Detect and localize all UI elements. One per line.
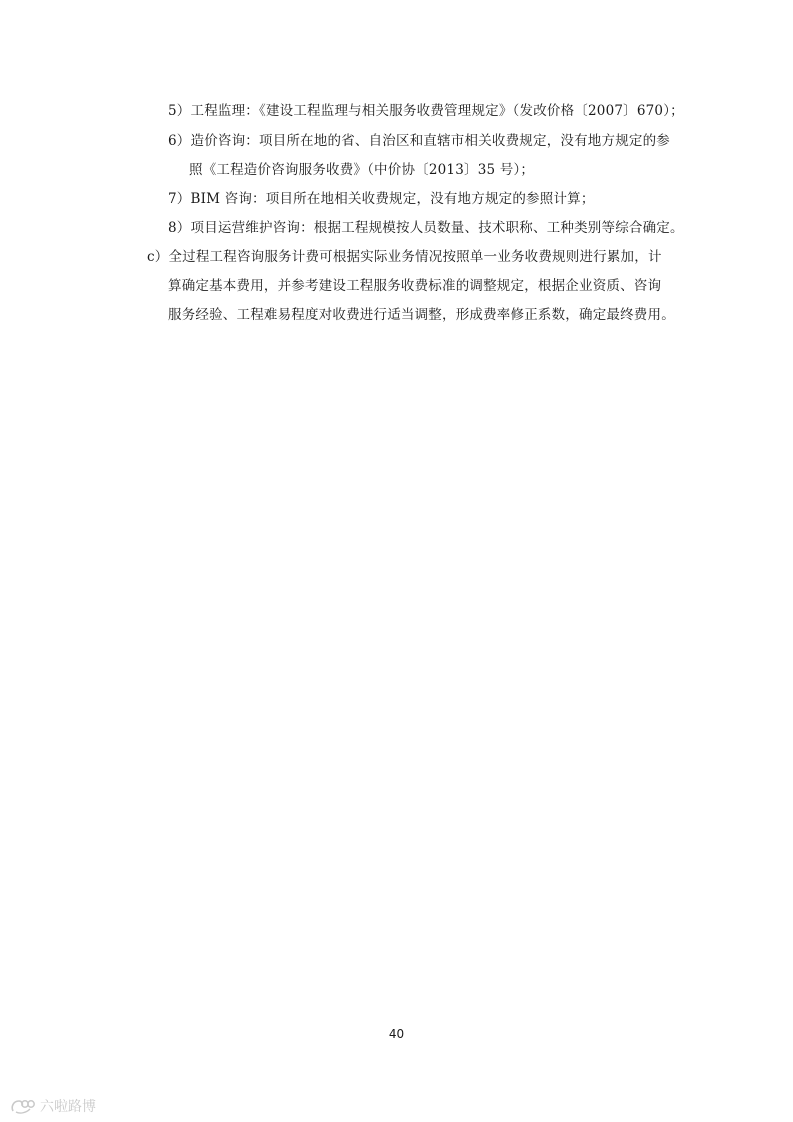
- text-line-item-c: c）全过程工程咨询服务计费可根据实际业务情况按照单一业务收费规则进行累加，计: [147, 249, 662, 265]
- watermark-text: 六啦路博: [40, 1099, 96, 1115]
- text-line-item-6-continued: 照《工程造价咨询服务收费》（中价协〔2013〕35 号）；: [189, 162, 535, 178]
- watermark-logo-icon: [10, 1097, 36, 1115]
- watermark: [10, 1096, 96, 1116]
- text-line-item-5: 5）工程监理：《建设工程监理与相关服务收费管理规定》（发改价格〔2007〕670）；: [168, 103, 684, 119]
- text-line-item-6: 6）造价咨询：项目所在地的省、自治区和直辖市相关收费规定，没有地方规定的参: [168, 133, 670, 149]
- text-line-item-c-continued-2: 服务经验、工程难易程度对收费进行适当调整，形成费率修正系数，确定最终费用。: [168, 307, 675, 323]
- page-number: 40: [388, 1027, 405, 1041]
- text-line-item-c-continued-1: 算确定基本费用，并参考建设工程服务收费标准的调整规定，根据企业资质、咨询: [168, 278, 662, 294]
- text-line-item-8: 8）项目运营维护咨询：根据工程规模按人员数量、技术职称、工种类别等综合确定。: [168, 220, 684, 236]
- text-line-item-7: 7）BIM 咨询：项目所在地相关收费规定，没有地方规定的参照计算；: [168, 191, 595, 207]
